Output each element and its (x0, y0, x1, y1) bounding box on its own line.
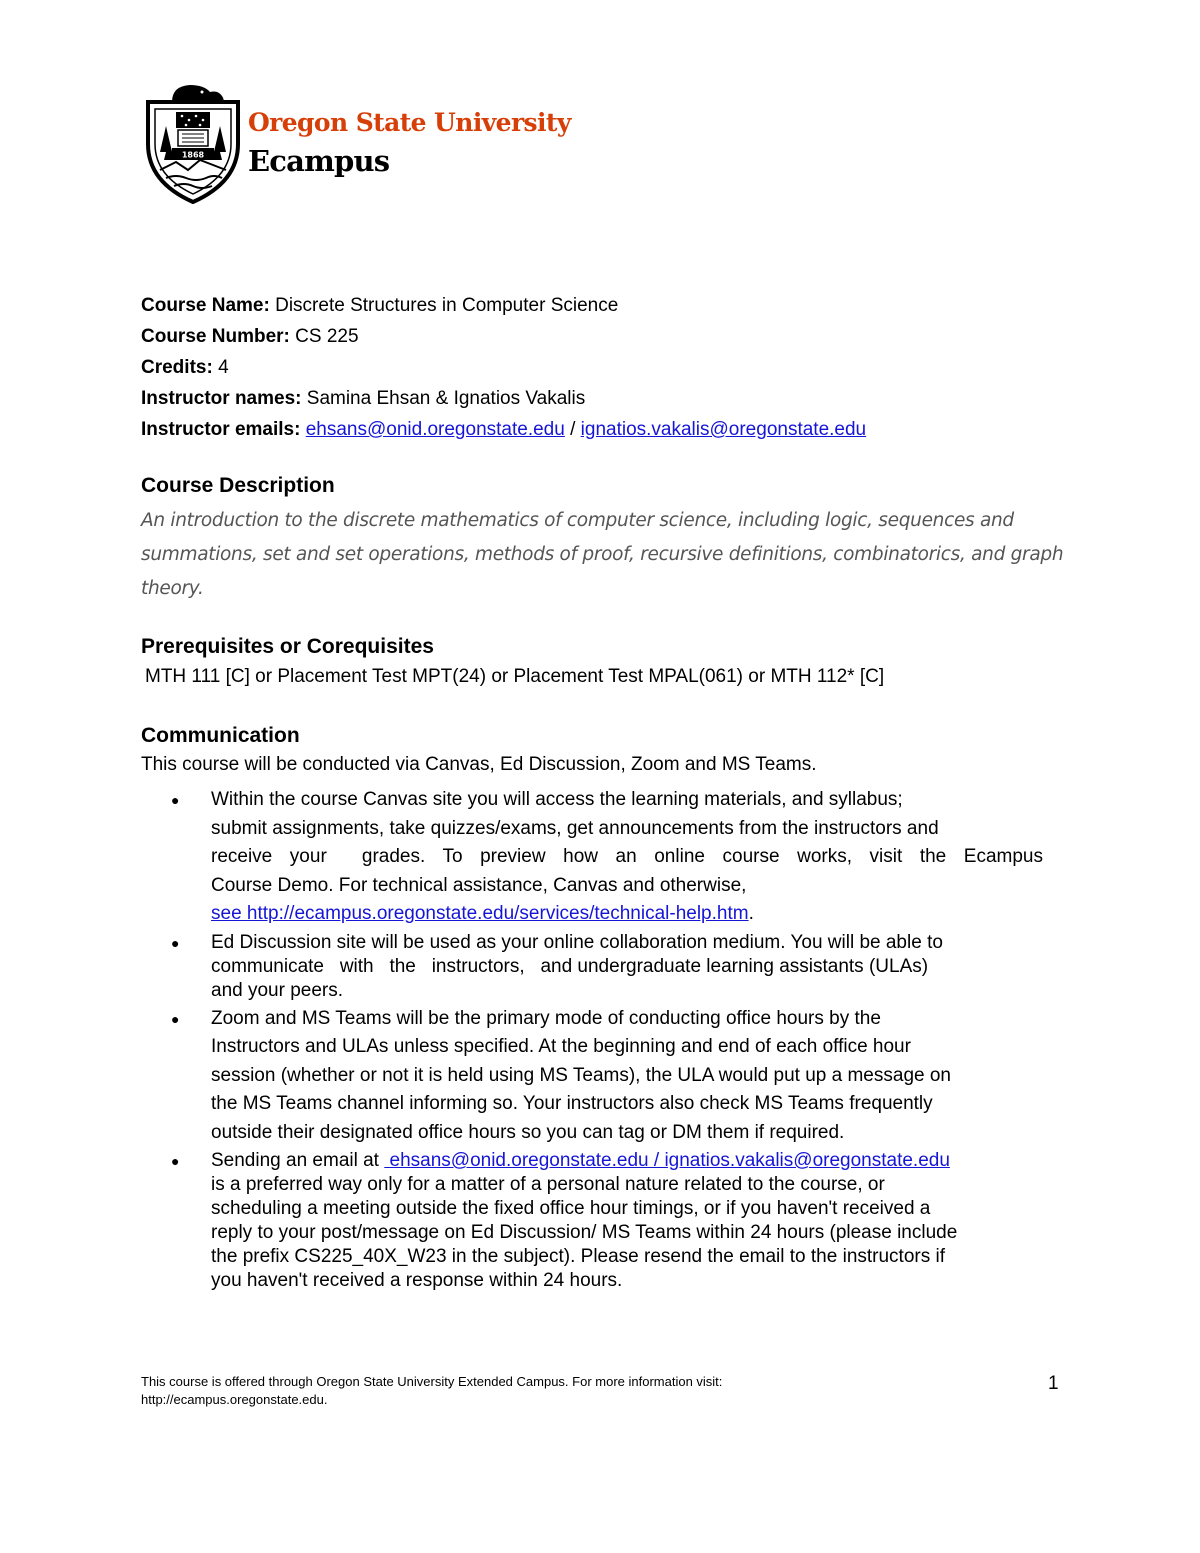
zoom-line-2: Instructors and ULAs unless specified. At the beginning and end of each office hour (211, 1036, 911, 1057)
instructor-email-link[interactable]: ehsans@onid.oregonstate.edu / ignatios.vakalis@oregonstate.edu (384, 1150, 950, 1171)
ed-line-2: communicate with the instructors, and undergraduate learning assistants (ULAs) (211, 955, 929, 977)
prerequisites-text: MTH 111 [C] or Placement Test MPT(24) or Placement Test MPAL(061) or MTH 112* [C] (145, 666, 885, 687)
email-link-vakalis[interactable]: ignatios.vakalis@oregonstate.edu (580, 419, 867, 440)
course-name-value: Discrete Structures in Computer Science (275, 295, 619, 316)
instructor-emails-label: Instructor emails: (141, 419, 301, 440)
email-line-3: scheduling a meeting outside the fixed office hour timings, or if you haven't received a (211, 1198, 931, 1219)
zoom-line-4: the MS Teams channel informing so. Your instructors also check MS Teams frequently (211, 1093, 933, 1114)
bullet-icon: ● (171, 1153, 180, 1169)
canvas-period: . (748, 903, 754, 924)
canvas-line-3: receive your grades. To preview how an online course works, visit the Ecampus (211, 846, 1043, 867)
bullet-icon: ● (171, 934, 180, 951)
list-item (171, 1149, 1071, 1293)
email-line-2: is a preferred way only for a matter of a personal nature related to the course, or (211, 1174, 885, 1195)
ed-line-3: and your peers. (211, 979, 344, 1001)
course-number-line (141, 321, 866, 352)
communication-heading: Communication (141, 724, 300, 747)
logo-university-name: Oregon State University (248, 108, 571, 137)
communication-list (171, 786, 1071, 1293)
email-prefix: Sending an email at (211, 1150, 385, 1171)
canvas-line-5 (211, 900, 1071, 929)
email-separator: / (564, 419, 581, 440)
email-line-6: you haven't received a response within 24 hours. (211, 1270, 623, 1291)
instructor-names-label: Instructor names: (141, 388, 302, 409)
svg-text:1868: 1868 (181, 150, 205, 160)
canvas-line-4: Course Demo. For technical assistance, Canvas and otherwise, (211, 874, 747, 896)
course-description-heading: Course Description (141, 474, 335, 497)
list-item (171, 931, 1071, 1003)
credits-label: Credits: (141, 357, 213, 378)
zoom-line-1: Zoom and MS Teams will be the primary mode of conducting office hours by the (211, 1007, 881, 1029)
bullet-icon: ● (171, 1010, 180, 1027)
email-line-4: reply to your post/message on Ed Discussion/ MS Teams within 24 hours (please include (211, 1222, 958, 1243)
canvas-line-2: submit assignments, take quizzes/exams, get announcements from the instructors and (211, 817, 939, 839)
technical-help-link[interactable]: see http://ecampus.oregonstate.edu/services/technical-help.htm (211, 903, 749, 924)
instructor-names-line (141, 383, 866, 414)
instructor-emails-line (141, 414, 866, 445)
page-number: 1 (1048, 1373, 1059, 1394)
canvas-line-1: Within the course Canvas site you will access the learning materials, and syllabus; (211, 789, 903, 810)
email-link-ehsan[interactable]: ehsans@onid.oregonstate.edu (305, 419, 565, 440)
footer-line-1: This course is offered through Oregon State University Extended Campus. For more information visit: (141, 1374, 723, 1389)
email-line-1 (211, 1149, 1071, 1173)
email-line-5: the prefix CS225_40X_W23 in the subject). Please resend the email to the instructors if (211, 1246, 946, 1267)
bullet-icon: ● (171, 792, 180, 808)
course-description-text: An introduction to the discrete mathematics of computer science, including logic, sequences and summations, set and set operations, methods of proof, recursive definitions, combinatorics, and graph theory. (141, 510, 1064, 599)
footer-line-2: http://ecampus.oregonstate.edu. (141, 1392, 328, 1407)
course-name-line (141, 290, 866, 321)
credits-line (141, 352, 866, 383)
course-number-label: Course Number: (141, 326, 290, 347)
course-info (141, 290, 866, 445)
page-footer (141, 1373, 861, 1409)
list-item (171, 1005, 1071, 1148)
course-name-label: Course Name: (141, 295, 270, 316)
prerequisites-heading: Prerequisites or Corequisites (141, 635, 434, 658)
osu-seal-icon (142, 82, 244, 204)
ed-line-1: Ed Discussion site will be used as your online collaboration medium. You will be able to (211, 931, 943, 953)
communication-intro: This course will be conducted via Canvas, Ed Discussion, Zoom and MS Teams. (141, 754, 817, 775)
list-item (171, 786, 1071, 929)
instructor-names-value: Samina Ehsan & Ignatios Vakalis (306, 388, 586, 409)
osu-ecampus-logo (142, 82, 571, 206)
zoom-line-3: session (whether or not it is held using MS Teams), the ULA would put up a message on (211, 1064, 951, 1086)
zoom-line-5: outside their designated office hours so you can tag or DM them if required. (211, 1121, 845, 1143)
course-number-value: CS 225 (295, 326, 359, 347)
credits-value: 4 (218, 357, 229, 378)
logo-unit-name: Ecampus (248, 144, 390, 178)
